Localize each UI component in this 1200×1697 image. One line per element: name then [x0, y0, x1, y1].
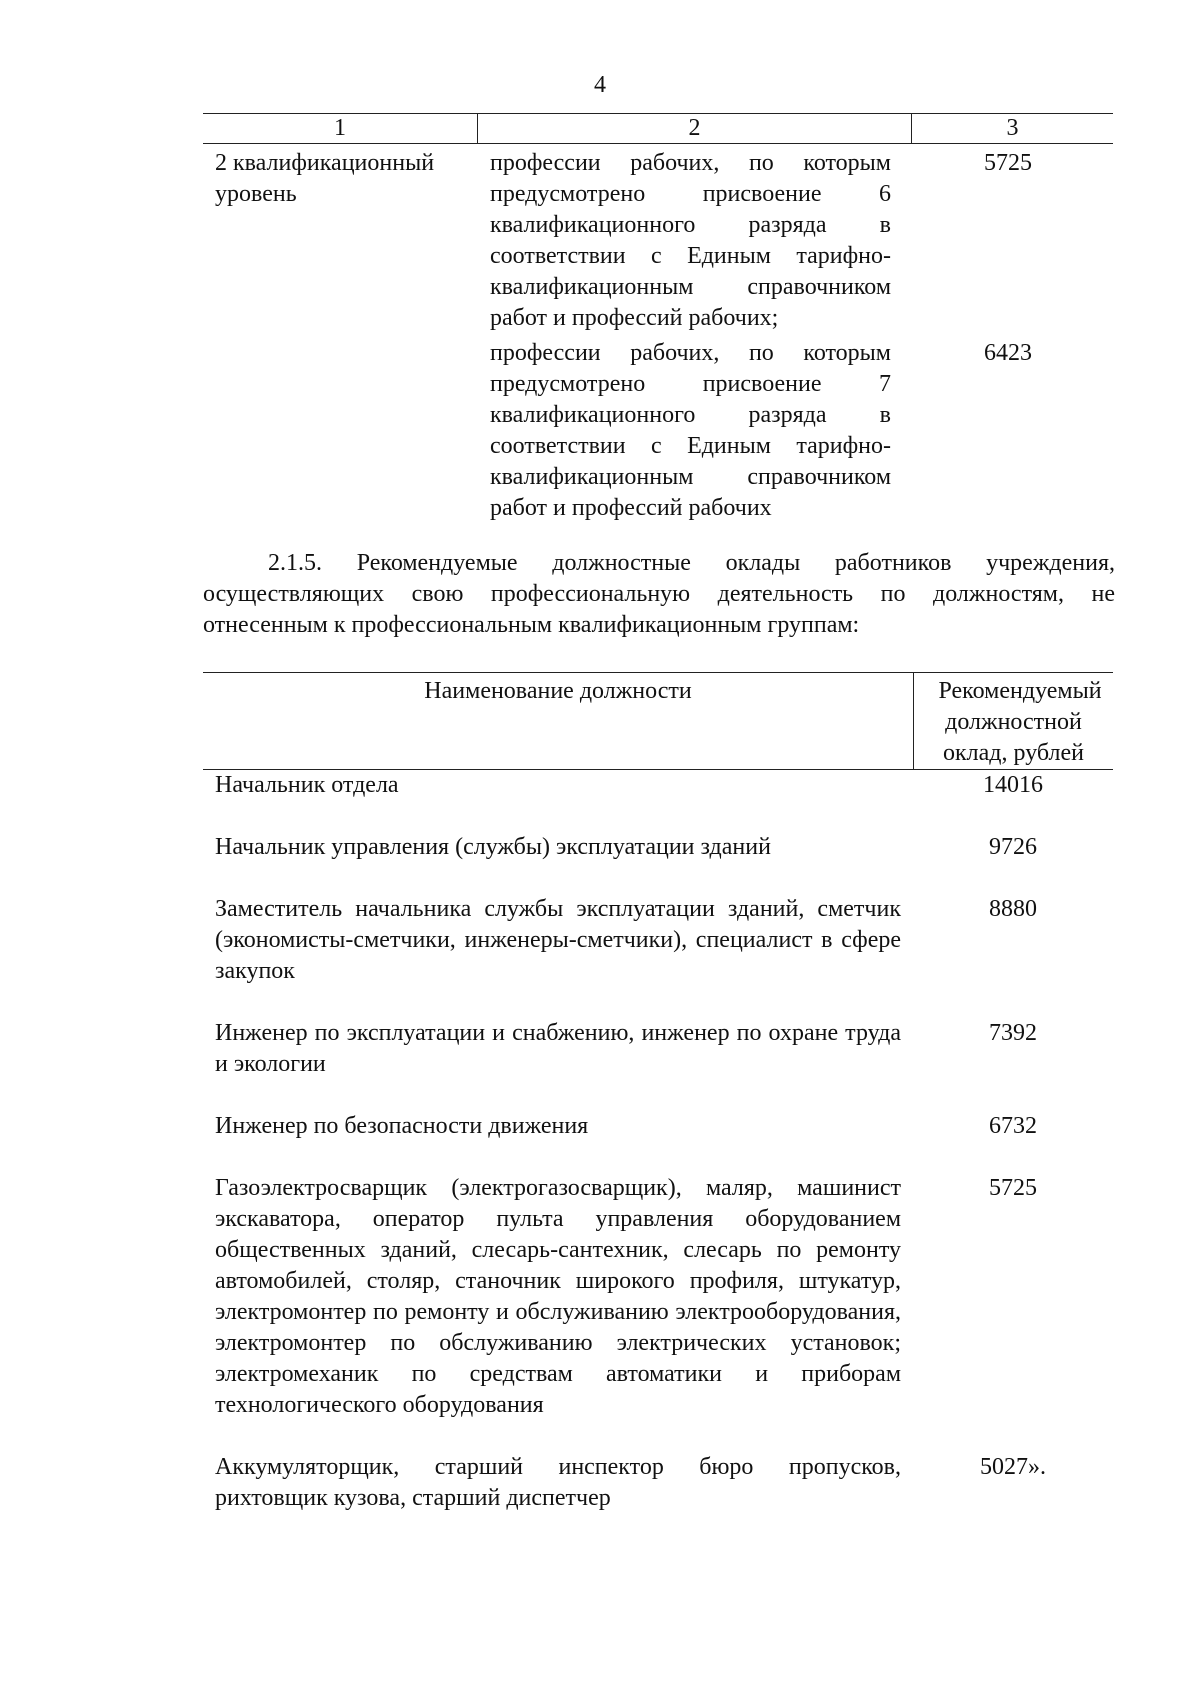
position-name: Начальник отдела [215, 772, 399, 798]
position-name: Газоэлектросварщик (электрогазосварщик), маляр, машинист экскаватора, оператор пульта управления оборудованием общественных зданий, слесарь-сантехник, слесарь по ремонту автомобилей, столяр, станочник широкого профиля, штукатур, электромонтер по ремонту и обслуживанию электрооборудования, электромонтер по обслуживанию электрических установок; электромеханик по средствам автоматики и приборам технологического оборудования [215, 1175, 901, 1418]
header-position-name: Наименование должности [203, 673, 914, 769]
qualification-entry [478, 334, 1113, 524]
table-row [203, 1018, 1113, 1080]
position-name: Заместитель начальника службы эксплуатации зданий, сметчик (экономисты-сметчики, инженеры-сметчики), специалист в сфере закупок [215, 896, 901, 984]
qualification-table [203, 113, 1113, 524]
positions-table-body [203, 770, 1113, 1514]
positions-table-header [203, 672, 1113, 770]
section-paragraph: 2.1.5. Рекомендуемые должностные оклады работников учреждения, осуществляющих свою профессиональную деятельность по должностям, не отнесенным к профессиональным квалификационным группам: [203, 550, 1115, 638]
position-name: Аккумуляторщик, старший инспектор бюро пропусков, рихтовщик кузова, старший диспетчер [215, 1454, 901, 1511]
header-salary [914, 673, 1113, 769]
position-salary: 14016 [983, 772, 1043, 798]
position-salary: 5725 [989, 1175, 1037, 1201]
table-row [203, 770, 1113, 801]
qualification-level-label: 2 квалификационный уровень [215, 150, 435, 207]
header-col-1: 1 [203, 114, 478, 143]
table-row [203, 1452, 1113, 1514]
qualification-table-header [203, 113, 1113, 144]
position-salary: 9726 [989, 834, 1037, 860]
header-col-3: 3 [1006, 115, 1019, 141]
header-salary-text: Рекомендуемый должностной оклад, рублей [938, 678, 1102, 766]
position-salary: 5027». [980, 1454, 1046, 1480]
positions-table [203, 672, 1113, 1545]
position-name: Инженер по безопасности движения [215, 1113, 589, 1139]
qualification-entry [478, 144, 1113, 334]
position-salary: 6732 [989, 1113, 1037, 1139]
qualification-entry-text: профессии рабочих, по которым предусмотрено присвоение 6 квалификационного разряда в соответствии с Единым тарифно-квалификационным справочником работ и профессий рабочих; [490, 150, 891, 331]
table-row [203, 1173, 1113, 1421]
table-row [203, 1111, 1113, 1142]
header-col-2: 2 [478, 114, 912, 143]
position-salary: 7392 [989, 1020, 1037, 1046]
table-row [203, 894, 1113, 987]
page-number: 4 [594, 72, 606, 98]
position-name: Инженер по эксплуатации и снабжению, инженер по охране труда и экологии [215, 1020, 901, 1077]
table-row [203, 832, 1113, 863]
position-name: Начальник управления (службы) эксплуатации зданий [215, 834, 771, 860]
position-salary: 8880 [989, 896, 1037, 922]
qualification-entry-text: профессии рабочих, по которым предусмотрено присвоение 7 квалификационного разряда в соответствии с Единым тарифно-квалификационным справочником работ и профессий рабочих [490, 340, 891, 521]
qualification-level-row [203, 144, 1113, 524]
qualification-entry-value: 6423 [984, 340, 1032, 366]
qualification-entry-value: 5725 [984, 150, 1032, 176]
